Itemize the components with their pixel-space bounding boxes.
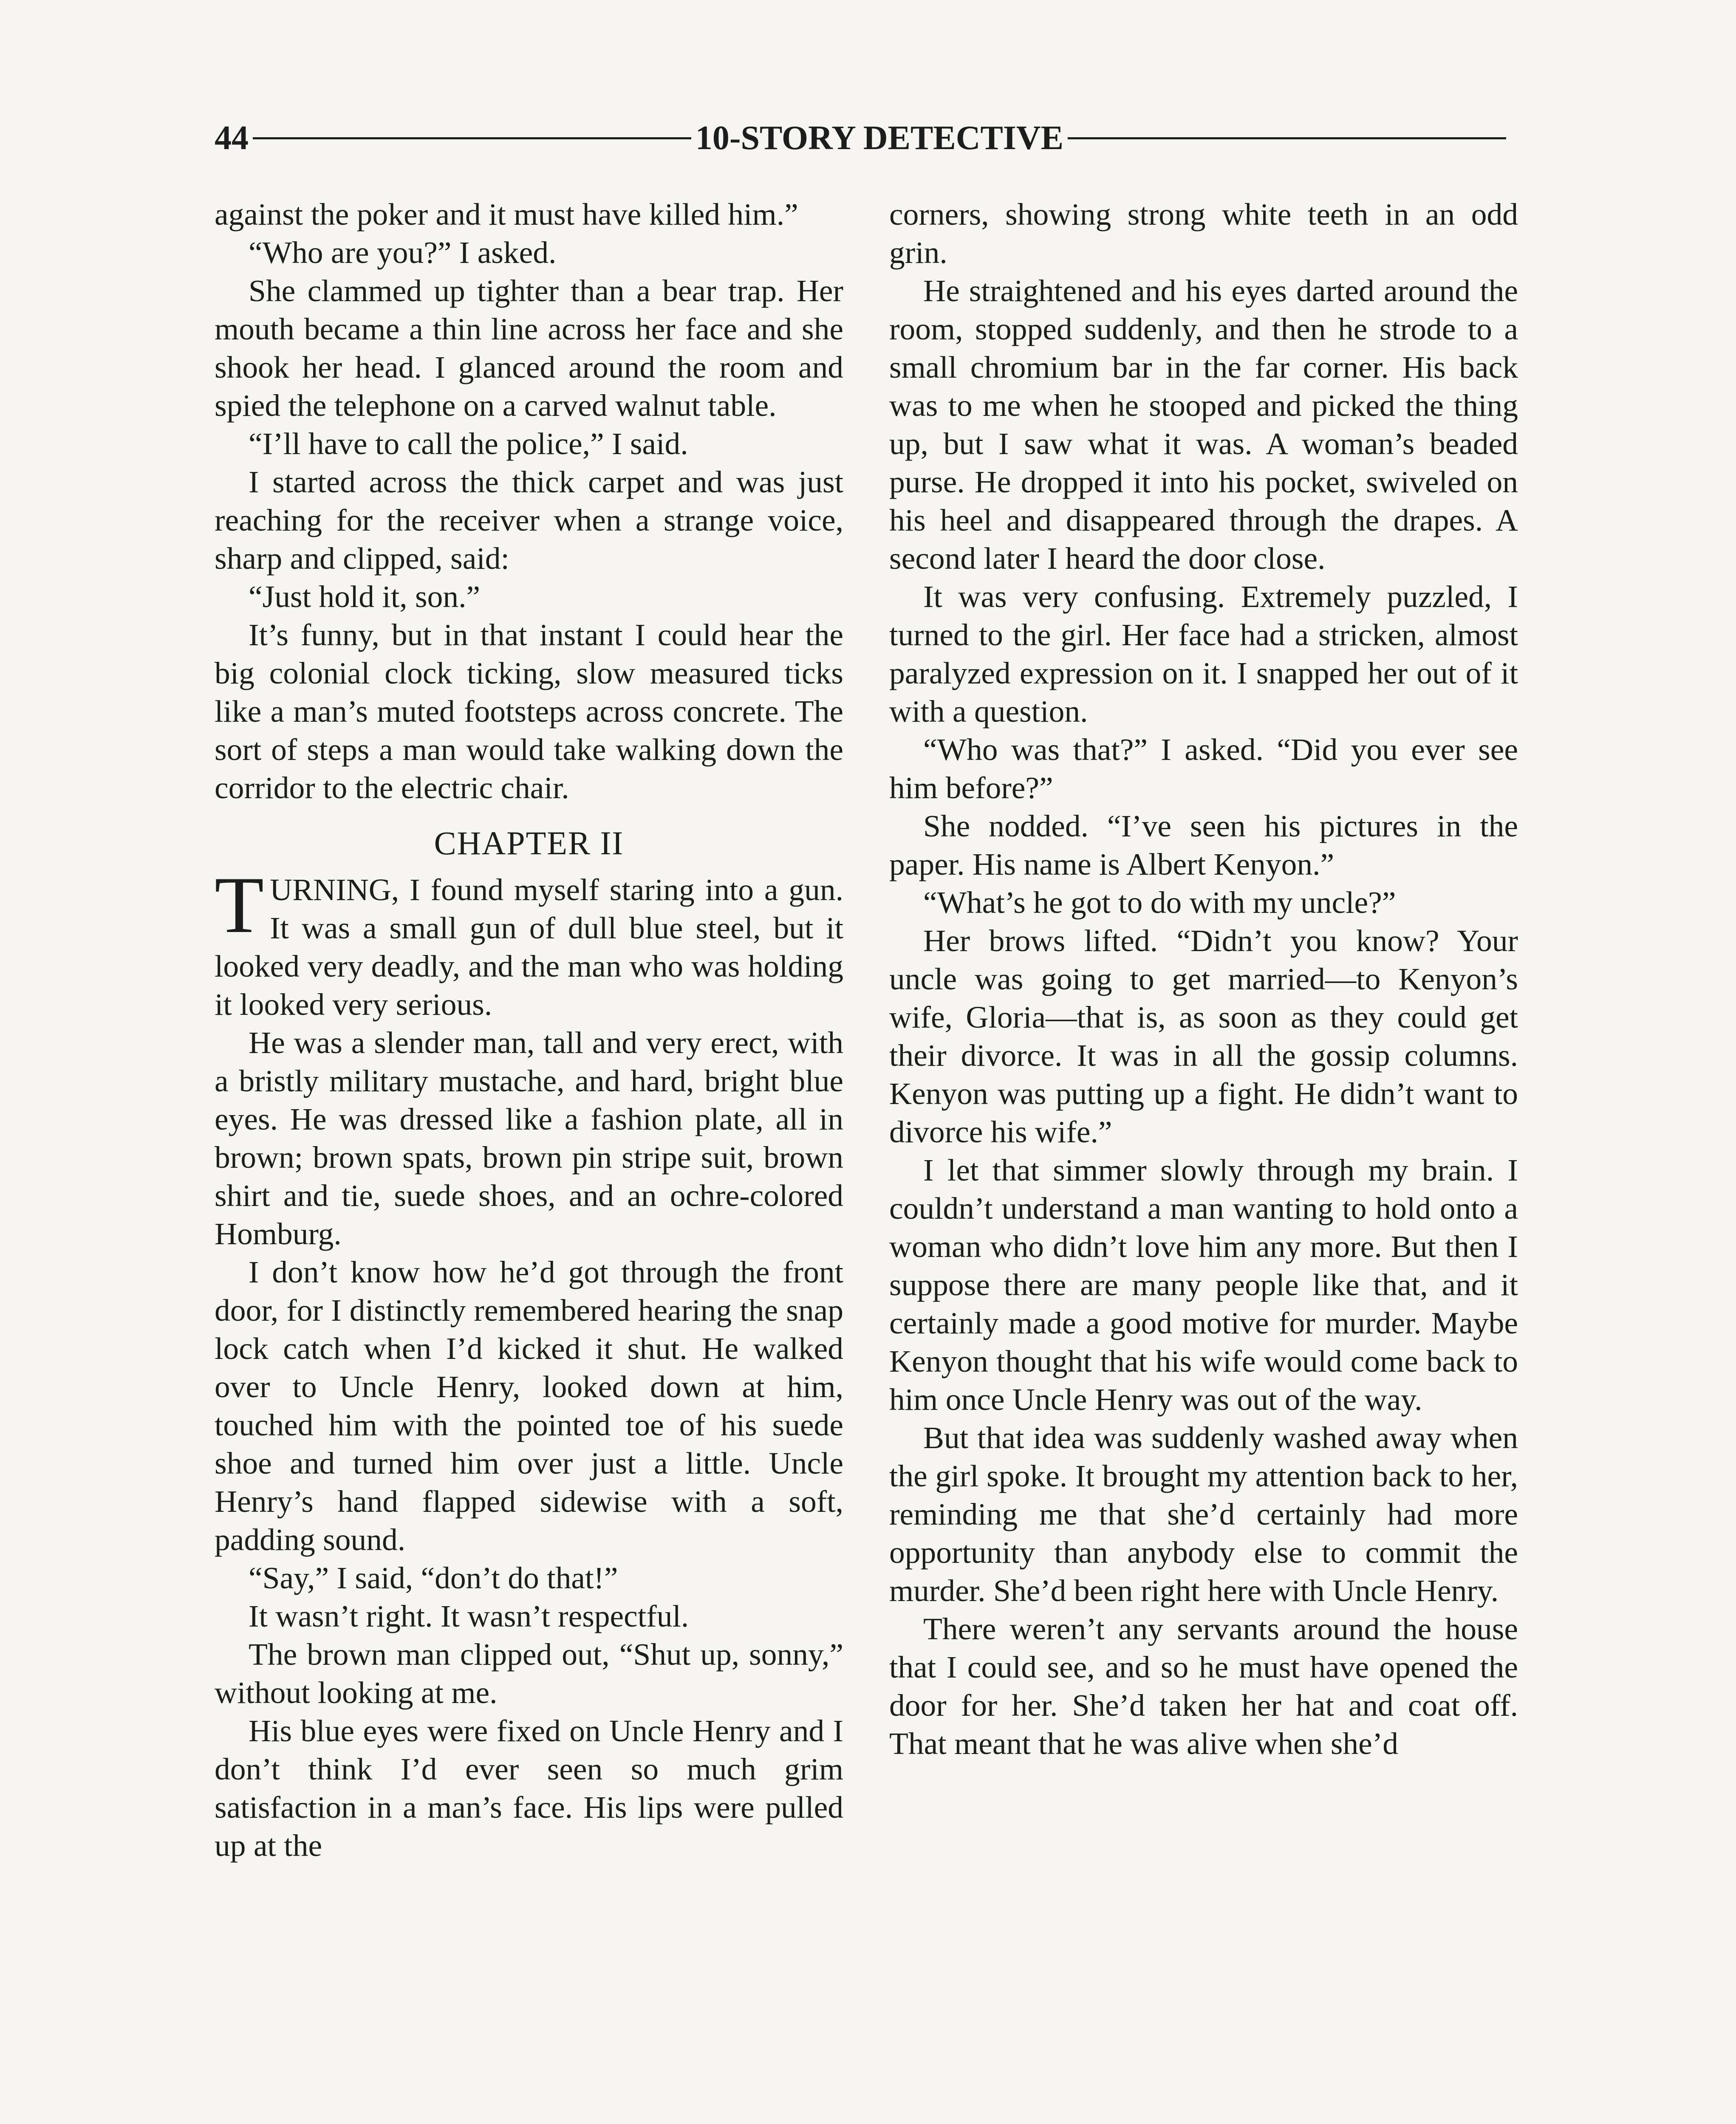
header-rule-left (253, 137, 691, 139)
paragraph: Her brows lifted. “Didn’t you know? Your uncle was going to get married—to Kenyon’s wife, Gloria—that is, as soon as they could get their divorce. It was in all the gossip columns. Kenyon was putting up a fight. He didn’t want to divorce his wife.” (889, 924, 1518, 1149)
paragraph: It’s funny, but in that instant I could hear the big colonial clock ticking, slow measured ticks like a man’s muted footsteps across concrete. The sort of steps a man would take walking down the corridor to the electric chair. (215, 618, 843, 805)
paragraph: “Who are you?” I asked. (249, 235, 557, 270)
paragraph: It wasn’t right. It wasn’t respectful. (249, 1599, 689, 1633)
paragraph: “I’ll have to call the police,” I said. (249, 426, 688, 461)
drop-cap: T (215, 861, 264, 950)
paragraph: He straightened and his eyes darted around the room, stopped suddenly, and then he strode to a small chromium bar in the far corner. His back was to me when he stooped and picked the thing up, but I saw what it was. A woman’s beaded purse. He dropped it into his pocket, swiveled on his heel and disappeared through the drapes. A second later I heard the door close. (889, 274, 1518, 576)
paragraph: She clammed up tighter than a bear trap. Her mouth became a thin line across her face and she shook her head. I glanced around the room and spied the telephone on a carved walnut table. (215, 274, 843, 423)
paragraph: I let that simmer slowly through my brain. I couldn’t understand a man wanting to hold onto a woman who didn’t love him any more. But then I suppose there are many people like that, and it certainly made a good motive for murder. Maybe Kenyon thought that his wife would come back to him once Uncle Henry was out of the way. (889, 1153, 1518, 1417)
paragraph: I don’t know how he’d got through the front door, for I distinctly remembered hearing the snap lock catch when I’d kicked it shut. He walked over to Uncle Henry, looked down at him, touched him with the pointed toe of his suede shoe and turned him over just a little. Uncle Henry’s hand flapped sidewise with a soft, padding sound. (215, 1255, 843, 1557)
paragraph: “Who was that?” I asked. “Did you ever see him before?” (889, 732, 1518, 805)
paragraph: “What’s he got to do with my uncle?” (923, 885, 1396, 920)
paragraph: But that idea was suddenly washed away when the girl spoke. It brought my attention back to her, reminding me that she’d certainly had more opportunity than anybody else to commit the murder. She’d been right here with Uncle Henry. (889, 1421, 1518, 1608)
paragraph: There weren’t any servants around the house that I could see, and so he must have opened the door for her. She’d taken her hat and coat off. That meant that he was alive when she’d (889, 1612, 1518, 1761)
chapter-heading: CHAPTER II (434, 825, 624, 861)
header-rule-right (1068, 137, 1506, 139)
running-header (215, 115, 1510, 161)
paragraph: The brown man clipped out, “Shut up, sonny,” without looking at me. (215, 1637, 843, 1710)
paragraph: “Just hold it, son.” (249, 579, 481, 614)
paragraph: “Say,” I said, “don’t do that!” (249, 1561, 618, 1595)
paragraph: against the poker and it must have killed him.” (215, 197, 798, 232)
paragraph: It was very confusing. Extremely puzzled, I turned to the girl. Her face had a stricken, almost paralyzed expression on it. I snapped her out of it with a question. (889, 579, 1518, 729)
paragraph: I started across the thick carpet and was just reaching for the receiver when a strange voice, sharp and clipped, said: (215, 465, 843, 576)
paragraph: corners, showing strong white teeth in an odd grin. (889, 197, 1518, 270)
paragraph: He was a slender man, tall and very erect, with a bristly military mustache, and hard, bright blue eyes. He was dressed like a fashion plate, all in brown; brown spats, brown pin stripe suit, brown shirt and tie, suede shoes, and an ochre-colored Homburg. (215, 1025, 843, 1251)
right-column (889, 195, 1518, 2124)
paragraph: She nodded. “I’ve seen his pictures in the paper. His name is Albert Kenyon.” (889, 809, 1518, 881)
page-number: 44 (215, 119, 249, 157)
paragraph-text: URNING, I found myself staring into a gun. It was a small gun of dull blue steel, but it looked very deadly, and the man who was holding it looked very serious. (215, 873, 843, 1022)
left-column (215, 195, 843, 2124)
magazine-title: 10-STORY DETECTIVE (695, 119, 1064, 157)
chapter-opening-paragraph (215, 861, 843, 1024)
paragraph: His blue eyes were fixed on Uncle Henry and I don’t think I’d ever seen so much grim satisfaction in a man’s face. His lips were pulled up at the (215, 1714, 843, 1863)
